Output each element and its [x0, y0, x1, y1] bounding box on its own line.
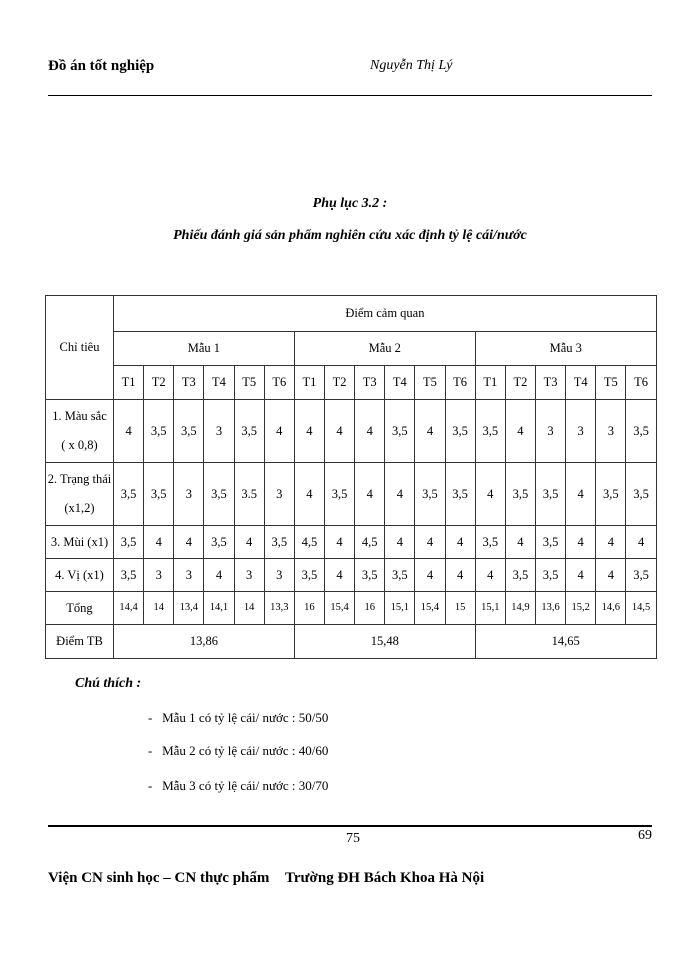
note-item: - Mẫu 2 có tỷ lệ cái/ nước : 40/60 [148, 743, 329, 758]
avg-sample-1: 13,86 [114, 625, 295, 659]
score-cell: 3 [174, 463, 204, 526]
row-label: 1. Màu sắc ( x 0,8) [46, 400, 114, 463]
score-cell: 3 [204, 400, 234, 463]
score-cell: 4 [114, 400, 144, 463]
sample-1-header: Mẫu 1 [114, 332, 295, 366]
table-row [46, 400, 657, 463]
score-cell: 4 [294, 400, 324, 463]
score-cell: 4 [355, 400, 385, 463]
score-cell: 4 [204, 559, 234, 592]
score-cell: 3,5 [114, 526, 144, 559]
table-row [46, 559, 657, 592]
score-cell: 3,5 [234, 400, 264, 463]
score-cell: 3,5 [204, 463, 234, 526]
score-cell: 3,5 [535, 526, 565, 559]
score-cell: 3,5 [114, 463, 144, 526]
score-cell: 3 [234, 559, 264, 592]
score-cell: 15,2 [566, 592, 596, 625]
score-cell: 14 [234, 592, 264, 625]
score-cell: 4 [355, 463, 385, 526]
avg-sample-2: 15,48 [294, 625, 475, 659]
table-row [46, 463, 657, 526]
taster-header: T1 [294, 366, 324, 400]
taster-header: T5 [596, 366, 626, 400]
score-cell: 4 [385, 526, 415, 559]
score-cell: 3,5 [415, 463, 445, 526]
score-cell: 4 [144, 526, 174, 559]
score-cell: 14,5 [626, 592, 656, 625]
score-cell: 4 [415, 526, 445, 559]
row-label: 2. Trạng thái (x1,2) [46, 463, 114, 526]
score-cell: 3,5 [385, 559, 415, 592]
footer-left: Viện CN sinh học – CN thực phẩm [48, 870, 270, 886]
taster-header: T4 [385, 366, 415, 400]
note-item: - Mẫu 3 có tỷ lệ cái/ nước : 30/70 [148, 778, 329, 793]
score-cell: 4 [475, 463, 505, 526]
score-cell: 3,5 [114, 559, 144, 592]
score-cell: 4 [234, 526, 264, 559]
row-label: 4. Vị (x1) [46, 559, 114, 592]
taster-header: T5 [415, 366, 445, 400]
score-cell: 4 [324, 400, 354, 463]
score-cell: 3 [535, 400, 565, 463]
score-cell: 4 [626, 526, 656, 559]
taster-header-row [46, 366, 657, 400]
score-cell: 14 [144, 592, 174, 625]
score-cell: 3,5 [324, 463, 354, 526]
score-cell: 16 [355, 592, 385, 625]
taster-header: T3 [174, 366, 204, 400]
taster-header: T4 [566, 366, 596, 400]
taster-header: T1 [114, 366, 144, 400]
sample-3-header: Mẫu 3 [475, 332, 656, 366]
table-header-row [46, 296, 657, 332]
score-cell: 4 [445, 559, 475, 592]
score-cell: 3,5 [445, 463, 475, 526]
score-cell: 15 [445, 592, 475, 625]
score-cell: 4 [385, 463, 415, 526]
taster-header: T4 [204, 366, 234, 400]
score-cell: 4 [475, 559, 505, 592]
score-cell: 3,5 [475, 400, 505, 463]
score-cell: 4 [596, 559, 626, 592]
score-cell: 16 [294, 592, 324, 625]
footer-right: Trường ĐH Bách Khoa Hà Nội [285, 870, 485, 886]
sample-2-header: Mẫu 2 [294, 332, 475, 366]
score-cell: 4,5 [355, 526, 385, 559]
sample-header-row [46, 332, 657, 366]
row-label: Tổng [46, 592, 114, 625]
score-cell: 15,1 [475, 592, 505, 625]
taster-header: T6 [264, 366, 294, 400]
score-cell: 13,3 [264, 592, 294, 625]
taster-header: T3 [355, 366, 385, 400]
score-cell: 3,5 [505, 559, 535, 592]
taster-header: T1 [475, 366, 505, 400]
score-cell: 3 [264, 559, 294, 592]
score-cell: 4 [324, 526, 354, 559]
score-cell: 3 [596, 400, 626, 463]
score-cell: 3,5 [626, 463, 656, 526]
score-cell: 4 [324, 559, 354, 592]
score-cell: 4 [566, 463, 596, 526]
score-cell: 3,5 [626, 400, 656, 463]
score-cell: 3,5 [174, 400, 204, 463]
score-cell: 13,4 [174, 592, 204, 625]
score-cell: 4 [415, 559, 445, 592]
score-cell: 3,5 [535, 559, 565, 592]
score-cell: 3,5 [626, 559, 656, 592]
score-cell: 3,5 [535, 463, 565, 526]
score-cell: 3,5 [596, 463, 626, 526]
notes-heading: Chú thích : [75, 676, 142, 691]
score-cell: 4 [505, 526, 535, 559]
page-number: 75 [346, 831, 360, 846]
table-row [46, 526, 657, 559]
score-cell: 14,1 [204, 592, 234, 625]
avg-sample-3: 14,65 [475, 625, 656, 659]
page-number-right: 69 [638, 828, 652, 843]
score-cell: 4 [294, 463, 324, 526]
score-cell: 3,5 [445, 400, 475, 463]
note-item: - Mẫu 1 có tỷ lệ cái/ nước : 50/50 [148, 710, 329, 725]
score-cell: 3 [144, 559, 174, 592]
taster-header: T2 [505, 366, 535, 400]
score-cell: 4 [264, 400, 294, 463]
score-cell: 3 [566, 400, 596, 463]
score-cell: 3,5 [355, 559, 385, 592]
score-cell: 15,4 [324, 592, 354, 625]
score-cell: 3,5 [294, 559, 324, 592]
evaluation-table [45, 295, 657, 659]
score-cell: 3 [174, 559, 204, 592]
taster-header: T2 [324, 366, 354, 400]
score-cell: 3.5 [234, 463, 264, 526]
score-cell: 3 [264, 463, 294, 526]
score-cell: 14,9 [505, 592, 535, 625]
score-cell: 4 [445, 526, 475, 559]
table-row [46, 592, 657, 625]
score-cell: 3,5 [144, 463, 174, 526]
score-cell: 3,5 [505, 463, 535, 526]
score-cell: 3,5 [264, 526, 294, 559]
score-cell: 4 [566, 559, 596, 592]
score-cell: 3,5 [475, 526, 505, 559]
average-row [46, 625, 657, 659]
score-cell: 3,5 [385, 400, 415, 463]
sensory-score-header: Điểm cảm quan [114, 296, 657, 332]
score-cell: 4 [505, 400, 535, 463]
score-cell: 4,5 [294, 526, 324, 559]
appendix-subtitle: Phiếu đánh giá sản phẩm nghiên cứu xác định tỷ lệ cái/nước [173, 228, 527, 243]
avg-label: Điểm TB [46, 625, 114, 659]
criteria-header: Chỉ tiêu [46, 296, 114, 400]
taster-header: T5 [234, 366, 264, 400]
score-cell: 4 [174, 526, 204, 559]
footer-divider [48, 825, 652, 827]
score-cell: 15,1 [385, 592, 415, 625]
score-cell: 4 [566, 526, 596, 559]
score-cell: 15,4 [415, 592, 445, 625]
header-divider [48, 95, 652, 96]
score-cell: 13,6 [535, 592, 565, 625]
score-cell: 4 [415, 400, 445, 463]
taster-header: T6 [626, 366, 656, 400]
score-cell: 3,5 [144, 400, 174, 463]
appendix-title: Phụ lục 3.2 : [312, 196, 388, 211]
taster-header: T6 [445, 366, 475, 400]
header-right: Nguyễn Thị Lý [370, 58, 453, 73]
taster-header: T3 [535, 366, 565, 400]
score-cell: 14,4 [114, 592, 144, 625]
score-cell: 4 [596, 526, 626, 559]
score-cell: 14,6 [596, 592, 626, 625]
header-left: Đồ án tốt nghiệp [48, 58, 155, 74]
row-label: 3. Mùi (x1) [46, 526, 114, 559]
score-cell: 3,5 [204, 526, 234, 559]
taster-header: T2 [144, 366, 174, 400]
